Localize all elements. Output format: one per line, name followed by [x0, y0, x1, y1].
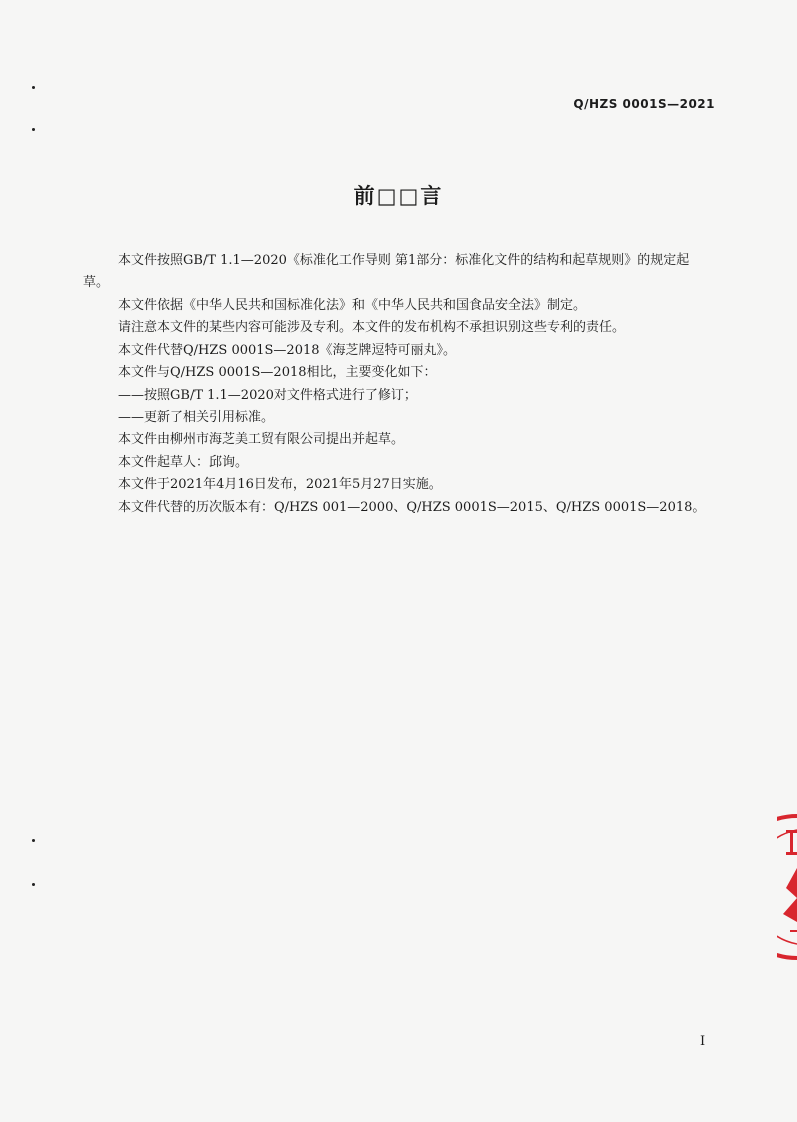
- red-seal-stamp: [777, 812, 797, 962]
- page-number: I: [700, 1034, 706, 1049]
- paragraph: 本文件于2021年4月16日发布，2021年5月27日实施。: [118, 477, 442, 493]
- document-body: [83, 250, 715, 519]
- scan-dot: [32, 128, 35, 131]
- paragraph: 本文件依据《中华人民共和国标准化法》和《中华人民共和国食品安全法》制定。: [118, 298, 587, 313]
- paragraph: 本文件由柳州市海芝美工贸有限公司提出并起草。: [118, 432, 405, 448]
- paragraph: 本文件按照GB/T 1.1—2020《标准化工作导则 第1部分：标准化文件的结构和起草规则》的规定起草。: [83, 253, 690, 290]
- scan-dot: [32, 86, 35, 89]
- page-title: 前□□言: [353, 184, 444, 208]
- paragraph: 本文件与Q/HZS 0001S—2018相比，主要变化如下：: [118, 365, 437, 381]
- document-code: Q/HZS 0001S—2021: [573, 97, 715, 111]
- paragraph: 本文件代替Q/HZS 0001S—2018《海芝牌逗特可丽丸》。: [118, 342, 457, 358]
- list-item: ——更新了相关引用标准。: [118, 410, 275, 426]
- paragraph: 本文件起草人：邱询。: [118, 454, 249, 470]
- paragraph: 本文件代替的历次版本有：Q/HZS 001—2000、Q/HZS 0001S—2015、Q/HZS 0001S—2018。: [118, 499, 706, 515]
- scan-dot: [32, 839, 35, 842]
- paragraph: 请注意本文件的某些内容可能涉及专利。本文件的发布机构不承担识别这些专利的责任。: [118, 320, 626, 336]
- list-item: ——按照GB/T 1.1—2020对文件格式进行了修订；: [118, 387, 417, 403]
- scan-dot: [32, 883, 35, 886]
